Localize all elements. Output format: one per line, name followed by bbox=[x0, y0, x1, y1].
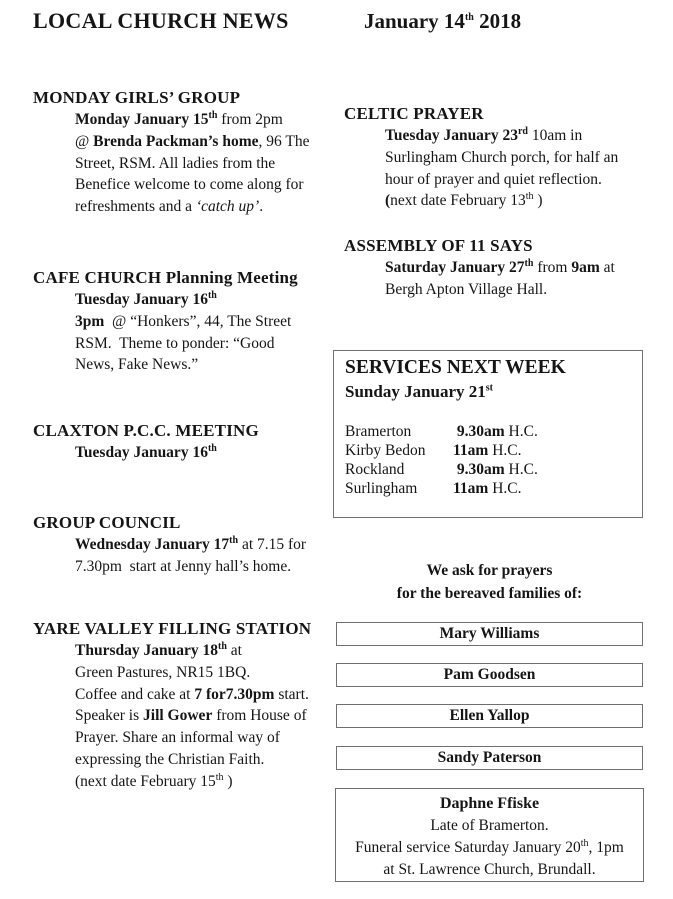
section-cafe-church bbox=[33, 267, 345, 376]
service-place: Kirby Bedon bbox=[345, 442, 426, 459]
text-line: Funeral service Saturday January 20th, 1pm bbox=[355, 837, 624, 856]
text-line: refreshments and a ‘catch up’. bbox=[75, 198, 264, 216]
service-place: Rockland bbox=[345, 461, 405, 478]
bereaved-name-box: Sandy Paterson bbox=[336, 746, 643, 770]
section-heading: GROUP COUNCIL bbox=[33, 513, 181, 532]
bereaved-name-box: Ellen Yallop bbox=[336, 704, 643, 728]
section-body bbox=[75, 442, 345, 464]
section-body bbox=[385, 125, 656, 212]
funeral-notice-box bbox=[335, 788, 644, 882]
section-celtic-prayer bbox=[344, 103, 656, 212]
bereaved-name-box: Pam Goodsen bbox=[336, 663, 643, 687]
text-line: Monday January 15th from 2pm bbox=[75, 109, 283, 128]
text-line: Speaker is Jill Gower from House of bbox=[75, 707, 307, 725]
text-line: (next date February 15th ) bbox=[75, 771, 233, 790]
page-title: LOCAL CHURCH NEWS bbox=[33, 8, 289, 33]
spacer bbox=[345, 403, 642, 422]
service-time: 11am H.C. bbox=[453, 480, 522, 497]
service-row bbox=[345, 479, 642, 498]
bereaved-name-box: Mary Williams bbox=[336, 622, 643, 646]
text-line: Street, RSM. All ladies from the bbox=[75, 154, 276, 172]
service-row bbox=[345, 460, 642, 479]
section-body bbox=[75, 109, 345, 218]
page-date: January 14th 2018 bbox=[364, 9, 522, 33]
text-line: Benefice welcome to come along for bbox=[75, 176, 304, 194]
text-line: hour of prayer and quiet reflection. bbox=[385, 170, 602, 188]
service-row bbox=[345, 441, 642, 460]
text-line: Thursday January 18th at bbox=[75, 640, 242, 659]
services-subtitle: Sunday January 21st bbox=[345, 382, 494, 401]
text-line: News, Fake News.” bbox=[75, 356, 199, 374]
service-time: 9.30am H.C. bbox=[453, 423, 538, 440]
text-line: Tuesday January 23rd 10am in bbox=[385, 125, 583, 144]
section-heading: CELTIC PRAYER bbox=[344, 104, 484, 123]
text-line: Coffee and cake at 7 for7.30pm start. bbox=[75, 685, 309, 703]
text-line: @ Brenda Packman’s home, 96 The bbox=[75, 132, 310, 150]
text-line: Tuesday January 16th bbox=[75, 289, 217, 308]
text-line: RSM. Theme to ponder: “Good bbox=[75, 334, 275, 352]
text-line: Saturday January 27th from 9am at bbox=[385, 257, 615, 276]
text-line: 3pm @ “Honkers”, 44, The Street bbox=[75, 312, 292, 330]
prayers-intro-line2: for the bereaved families of: bbox=[396, 585, 583, 602]
service-row bbox=[345, 422, 642, 441]
section-body bbox=[75, 640, 345, 793]
text-line: Bergh Apton Village Hall. bbox=[385, 280, 548, 298]
funeral-notice-name: Daphne Ffiske bbox=[439, 795, 540, 812]
services-next-week-box bbox=[333, 350, 643, 518]
service-place: Bramerton bbox=[345, 423, 412, 440]
section-yare-valley bbox=[33, 618, 345, 793]
section-claxton-pcc bbox=[33, 420, 345, 464]
text-line: Wednesday January 17th at 7.15 for bbox=[75, 534, 307, 553]
text-line: (next date February 13th ) bbox=[385, 191, 543, 210]
text-line: at St. Lawrence Church, Brundall. bbox=[383, 861, 596, 878]
services-title: SERVICES NEXT WEEK bbox=[345, 357, 566, 378]
service-place: Surlingham bbox=[345, 480, 418, 497]
section-heading: YARE VALLEY FILLING STATION bbox=[33, 619, 312, 638]
section-group-council bbox=[33, 512, 345, 578]
text-line: Late of Bramerton. bbox=[430, 817, 549, 834]
section-heading: CLAXTON P.C.C. MEETING bbox=[33, 421, 259, 440]
text-line: Surlingham Church porch, for half an bbox=[385, 148, 619, 166]
service-time: 9.30am H.C. bbox=[453, 461, 538, 478]
prayers-intro bbox=[336, 559, 643, 605]
section-assembly-of-11 bbox=[344, 235, 656, 301]
section-body bbox=[75, 534, 345, 578]
section-heading: ASSEMBLY OF 11 SAYS bbox=[344, 236, 533, 255]
text-line: 7.30pm start at Jenny hall’s home. bbox=[75, 557, 292, 575]
text-line: Prayer. Share an informal way of bbox=[75, 729, 280, 747]
text-line: Green Pastures, NR15 1BQ. bbox=[75, 663, 251, 681]
section-heading: CAFE CHURCH Planning Meeting bbox=[33, 268, 298, 287]
service-time: 11am H.C. bbox=[453, 442, 522, 459]
section-body bbox=[385, 257, 656, 301]
text-line: Tuesday January 16th bbox=[75, 442, 217, 461]
section-monday-girls-group bbox=[33, 87, 345, 218]
section-heading: MONDAY GIRLS’ GROUP bbox=[33, 88, 241, 107]
text-line: expressing the Christian Faith. bbox=[75, 750, 265, 768]
section-body bbox=[75, 289, 345, 376]
prayers-intro-line1: We ask for prayers bbox=[426, 562, 553, 579]
